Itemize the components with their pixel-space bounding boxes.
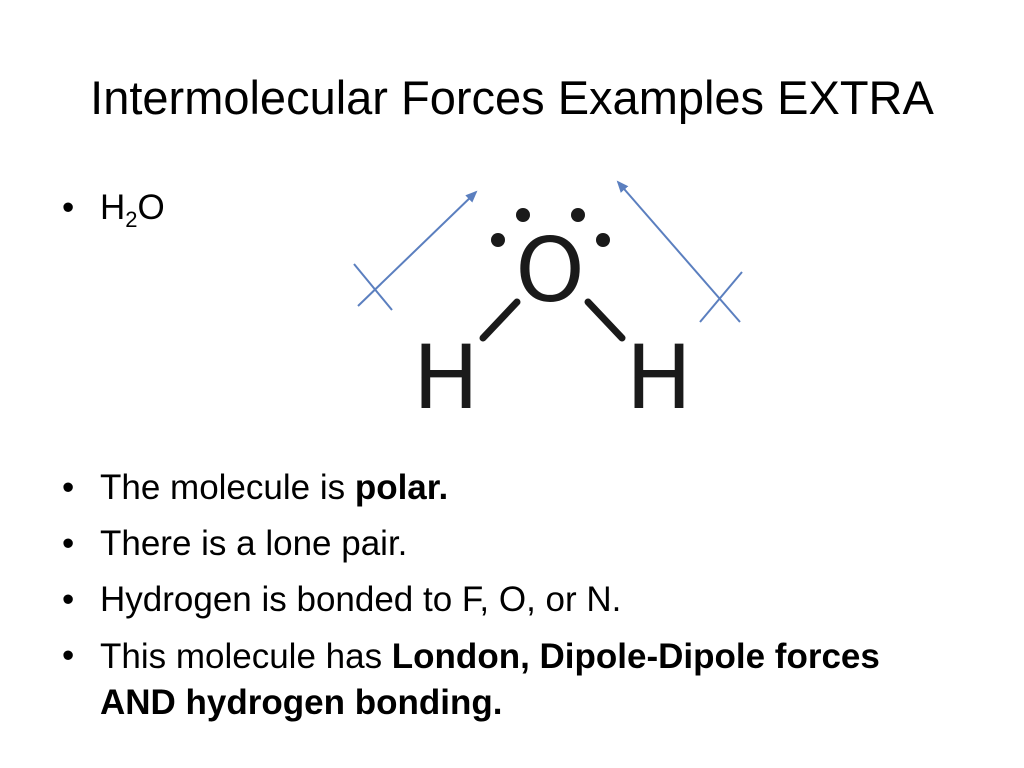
bullet-text	[100, 634, 880, 726]
formula-suffix: O	[137, 188, 165, 227]
right-dipole-arrow	[618, 182, 742, 322]
bullet-marker: •	[62, 188, 75, 227]
left-bond	[483, 302, 517, 338]
right-dipole-cross	[700, 272, 742, 322]
bullet-marker: •	[62, 580, 75, 619]
bullet-marker: •	[62, 636, 75, 675]
oxygen-atom-label: O	[515, 219, 585, 322]
electron-dot	[491, 233, 505, 247]
left-hydrogen-label: H	[412, 326, 480, 429]
bullet-text-bold-line2: AND hydrogen bonding.	[100, 683, 503, 722]
bullet-text: There is a lone pair.	[100, 524, 408, 563]
bullet-text: Hydrogen is bonded to F, O, or N.	[100, 580, 622, 619]
right-hydrogen-label: H	[625, 326, 693, 429]
bullet-text	[100, 466, 448, 510]
bullet-text-bold: polar.	[354, 468, 449, 507]
formula-prefix: H	[100, 188, 126, 227]
left-dipole-arrow	[354, 192, 476, 310]
bullet-marker: •	[62, 468, 75, 507]
electron-dot	[596, 233, 610, 247]
formula-text	[100, 186, 165, 230]
bullet-text-plain: This molecule has	[100, 637, 392, 676]
water-molecule-diagram	[330, 170, 770, 430]
formula-subscript: 2	[125, 207, 138, 232]
right-bond	[588, 302, 622, 338]
slide-title: Intermolecular Forces Examples EXTRA	[90, 71, 934, 124]
bullet-marker: •	[62, 524, 75, 563]
bullet-text-bold-line1: London, Dipole-Dipole forces	[391, 637, 880, 676]
bullet-text-plain: The molecule is	[100, 468, 355, 507]
